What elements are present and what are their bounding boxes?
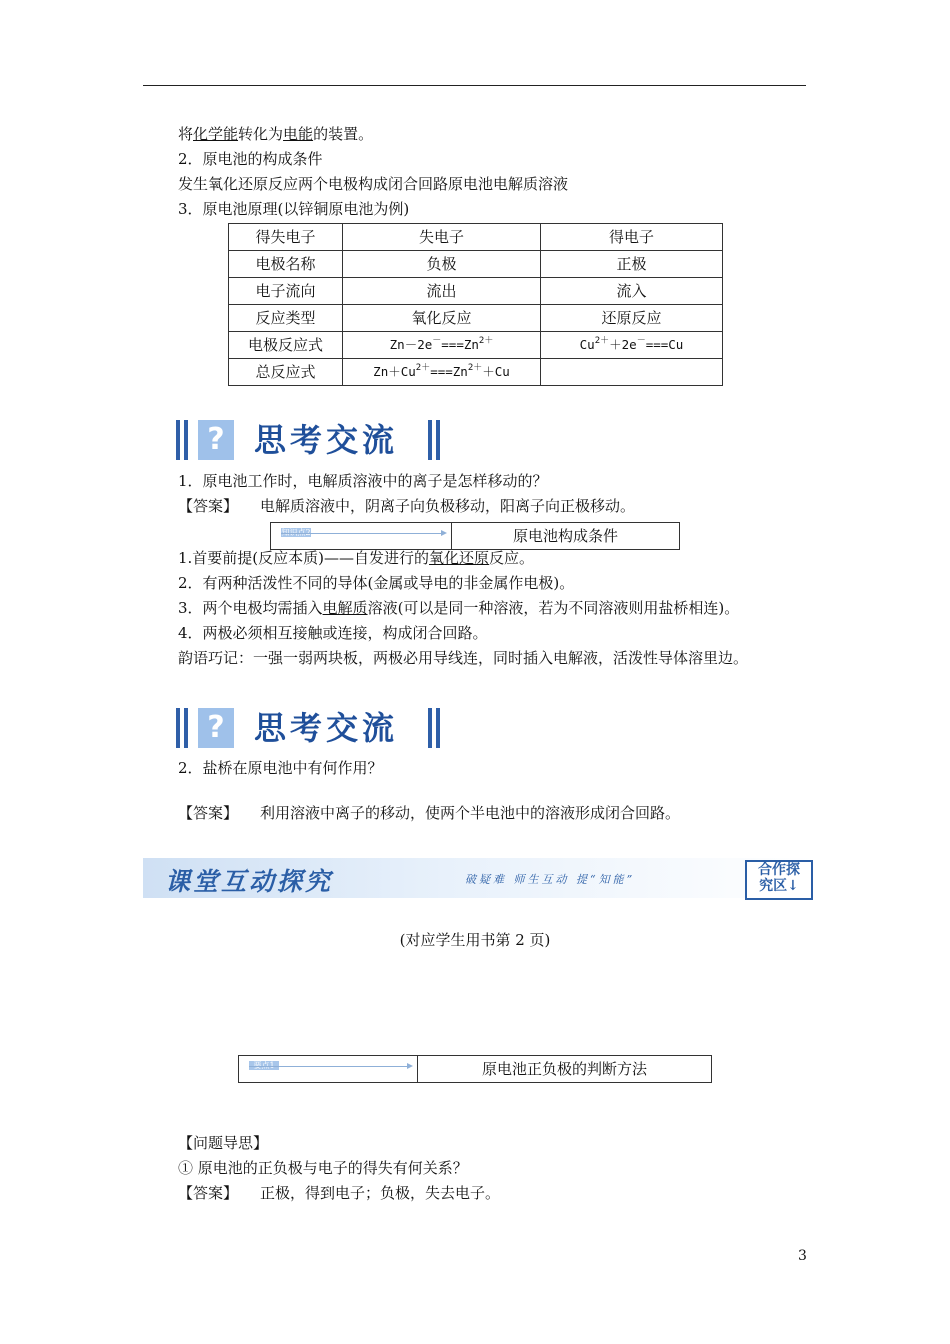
guide-label: 【问题导思】 (178, 1134, 269, 1152)
divider-bar (176, 420, 180, 460)
divider-bar (436, 420, 440, 460)
conditions-line: 发生氧化还原反应两个电极构成闭合回路原电池电解质溶液 (178, 175, 569, 193)
table-cell: 正极 (541, 251, 723, 278)
arrow-icon (249, 1066, 411, 1067)
think-title: 思考交流 (254, 709, 399, 747)
table-cell: 电极名称 (229, 251, 343, 278)
box-title: 原电池构成条件 (512, 527, 618, 545)
table-cell: $Zn-2e^-===Zn^{2+}$ (343, 332, 541, 359)
box-title: 原电池正负极的判断方法 (481, 1060, 647, 1078)
table-cell: $Cu^{2+}+2e^-===Cu$ (541, 332, 723, 359)
table-cell: 总反应式 (229, 359, 343, 386)
think-exchange-header (176, 418, 441, 462)
principle-table (228, 223, 723, 386)
answer-2: 【答案】 利用溶液中离子的移动，使两个半电池中的溶液形成闭合回路。 (178, 804, 681, 822)
section-heading-3: 3．原电池原理(以锌铜原电池为例) (178, 200, 410, 218)
think-exchange-header (176, 706, 441, 750)
question-1: 1．原电池工作时，电解质溶液中的离子是怎样移动的？ (178, 472, 548, 490)
divider-bar (428, 420, 432, 460)
knowledge-point-tag: 知识点2 (281, 528, 311, 537)
guide-question: ① 原电池的正负极与电子的得失有何关系？ (178, 1159, 468, 1177)
banner-title: 课堂互动探究 (165, 867, 334, 896)
table-cell: 负极 (343, 251, 541, 278)
key-point-tag: 要点1 (249, 1061, 279, 1070)
table-row (229, 332, 723, 359)
table-cell: 失电子 (343, 224, 541, 251)
point-4: 4．两极必须相互接触或连接，构成闭合回路。 (178, 624, 488, 642)
book-reference: (对应学生用书第 2 页) (399, 931, 551, 949)
table-cell: 电子流向 (229, 278, 343, 305)
table-row (229, 224, 723, 251)
question-mark-icon: ? (198, 708, 234, 748)
table-cell: 反应类型 (229, 305, 343, 332)
section-heading-2: 2．原电池的构成条件 (178, 150, 323, 168)
question-2: 2．盐桥在原电池中有何作用？ (178, 759, 383, 777)
arrow-icon (281, 533, 445, 534)
page-number: 3 (798, 1248, 807, 1264)
point-3: 3．两个电极均需插入电解质溶液(可以是同一种溶液，若为不同溶液则用盐桥相连)。 (178, 599, 740, 617)
point-2: 2．有两种活泼性不同的导体(金属或导电的非金属作电极)。 (178, 574, 575, 592)
divider-bar (184, 708, 188, 748)
knowledge-box-2 (238, 1055, 712, 1083)
knowledge-box-1 (270, 522, 680, 550)
divider-bar (428, 708, 432, 748)
section-banner (143, 858, 815, 898)
divider-bar (436, 708, 440, 748)
answer-1: 【答案】 电解质溶液中，阴离子向负极移动，阳离子向正极移动。 (178, 497, 636, 515)
table-row (229, 305, 723, 332)
question-mark-icon: ? (198, 420, 234, 460)
table-cell: 流出 (343, 278, 541, 305)
point-1: 1.首要前提(反应本质)——自发进行的氧化还原反应。 (178, 549, 535, 567)
definition-line: 将化学能转化为电能的装置。 (178, 125, 374, 143)
think-title: 思考交流 (254, 421, 399, 459)
table-row (229, 359, 723, 386)
table-row (229, 251, 723, 278)
divider-bar (176, 708, 180, 748)
rhyme-tip: 韵语巧记：一强一弱两块板，两极必用导线连，同时插入电解液，活泼性导体溶里边。 (178, 649, 749, 667)
banner-badge: 合作探 究区↓ (745, 860, 813, 900)
divider-bar (184, 420, 188, 460)
table-row (229, 278, 723, 305)
guide-answer: 【答案】 正极，得到电子；负极，失去电子。 (178, 1184, 501, 1202)
table-cell: 氧化反应 (343, 305, 541, 332)
table-cell: $Zn+Cu^{2+}===Zn^{2+}+Cu$ (343, 359, 541, 386)
header-rule (143, 85, 806, 86)
banner-slogan: 破疑难 师生互动 提“知能” (465, 873, 636, 886)
table-cell (541, 359, 723, 386)
table-cell: 电极反应式 (229, 332, 343, 359)
table-cell: 得电子 (541, 224, 723, 251)
table-cell: 流入 (541, 278, 723, 305)
table-cell: 得失电子 (229, 224, 343, 251)
table-cell: 还原反应 (541, 305, 723, 332)
